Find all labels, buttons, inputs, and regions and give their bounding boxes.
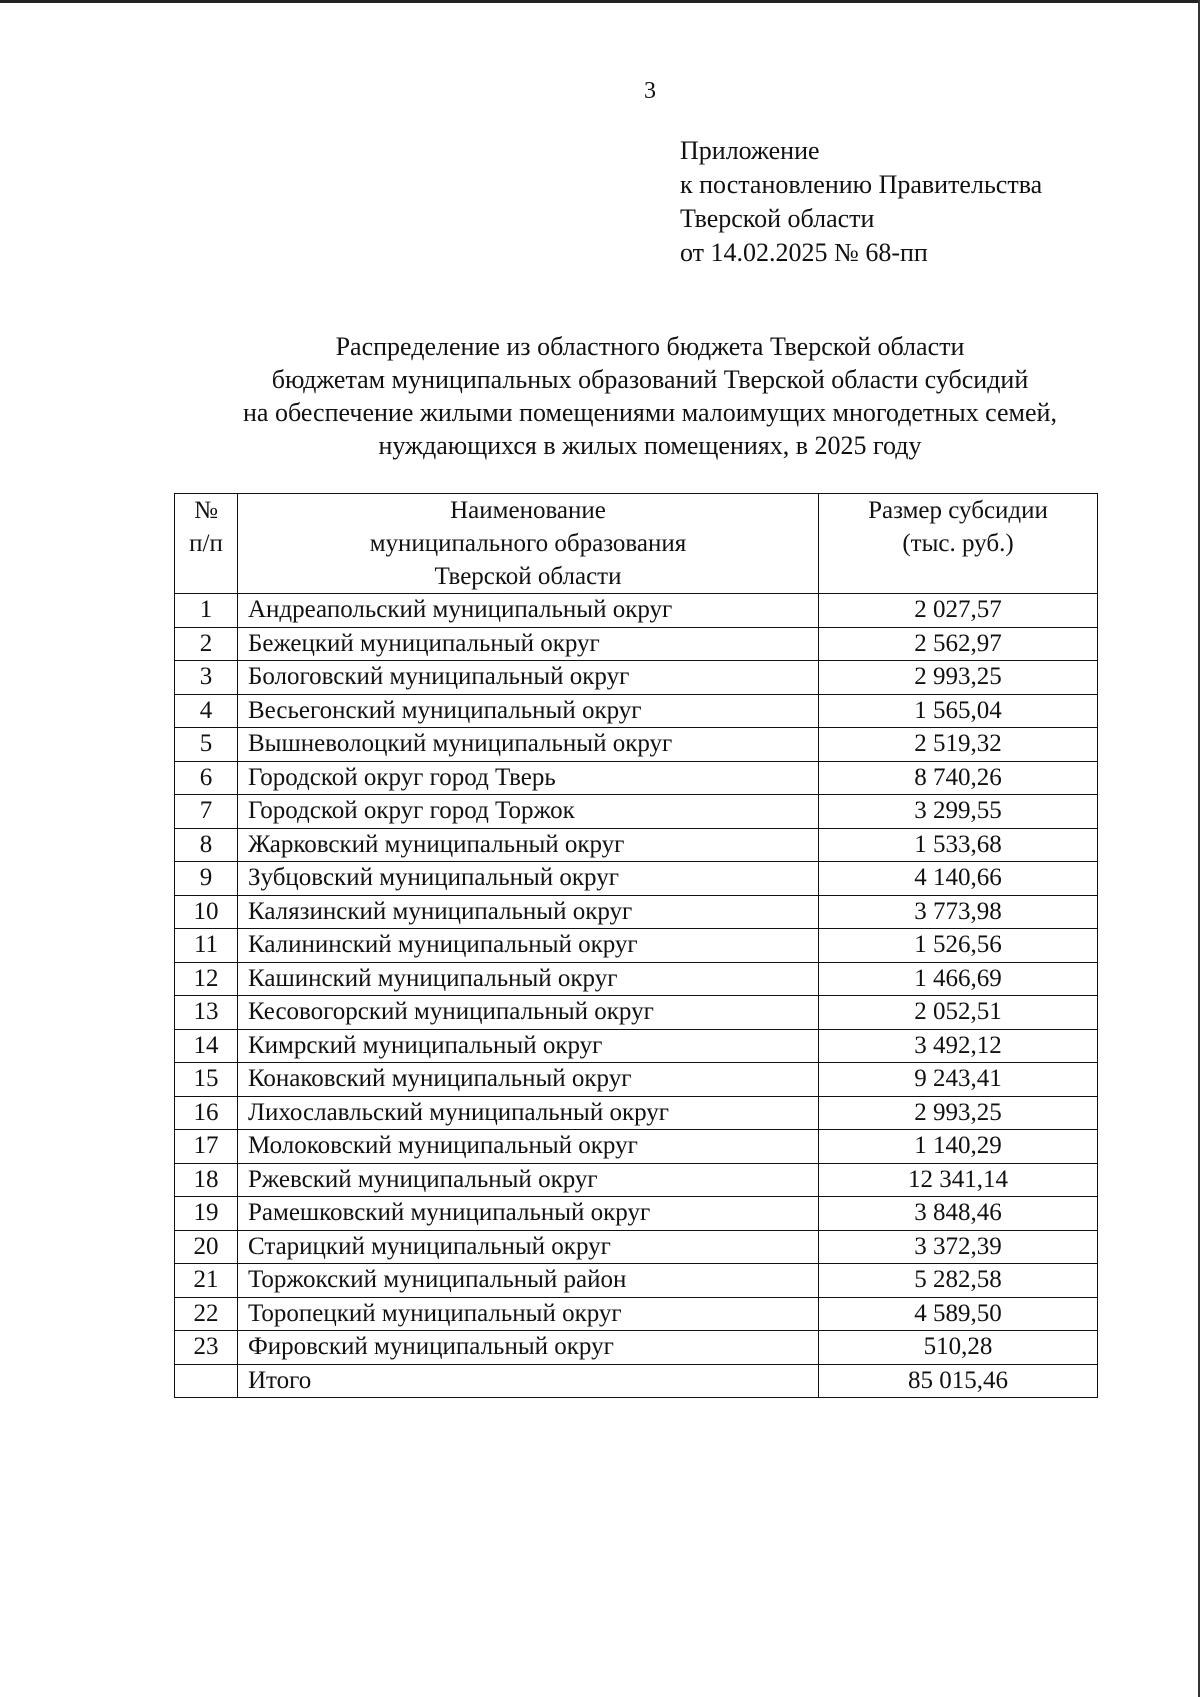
row-amount: 2 993,25 [819, 1096, 1098, 1130]
row-name: Бежецкий муниципальный округ [238, 627, 819, 661]
row-name: Фировский муниципальный округ [238, 1331, 819, 1365]
row-number: 20 [175, 1230, 238, 1264]
row-name: Жарковский муниципальный округ [238, 828, 819, 862]
table-row [175, 1264, 1098, 1298]
table-row [175, 828, 1098, 862]
row-number: 13 [175, 996, 238, 1030]
row-amount: 2 562,97 [819, 627, 1098, 661]
row-number: 12 [175, 962, 238, 996]
table-row [175, 1163, 1098, 1197]
row-name: Вышневолоцкий муниципальный округ [238, 728, 819, 762]
table-row [175, 929, 1098, 963]
row-name: Городской округ город Тверь [238, 761, 819, 795]
table-row [175, 694, 1098, 728]
row-name: Конаковский муниципальный округ [238, 1063, 819, 1097]
appendix-line: к постановлению Правительства [680, 170, 1043, 199]
table-row [175, 761, 1098, 795]
table-row [175, 1297, 1098, 1331]
appendix-line: Тверской области [680, 204, 875, 233]
row-name: Калининский муниципальный округ [238, 929, 819, 963]
row-name: Калязинский муниципальный округ [238, 895, 819, 929]
row-amount: 5 282,58 [819, 1264, 1098, 1298]
row-name: Торопецкий муниципальный округ [238, 1297, 819, 1331]
row-number: 19 [175, 1197, 238, 1231]
row-number: 8 [175, 828, 238, 862]
row-number: 3 [175, 661, 238, 695]
row-number: 9 [175, 862, 238, 896]
table-row [175, 1029, 1098, 1063]
table-row [175, 1063, 1098, 1097]
row-number: 10 [175, 895, 238, 929]
title-line: бюджетам муниципальных образований Тверской области субсидий [271, 365, 1029, 394]
row-number: 16 [175, 1096, 238, 1130]
row-number: 5 [175, 728, 238, 762]
table-row [175, 728, 1098, 762]
row-amount: 2 027,57 [819, 594, 1098, 628]
header-amount: Размер субсидии (тыс. руб.) [819, 494, 1098, 594]
table-header-row [175, 494, 1098, 594]
table-row [175, 661, 1098, 695]
subsidy-table [174, 493, 1098, 1398]
row-number: 22 [175, 1297, 238, 1331]
table-row [175, 1197, 1098, 1231]
row-amount: 3 492,12 [819, 1029, 1098, 1063]
row-amount: 3 773,98 [819, 895, 1098, 929]
row-amount: 510,28 [819, 1331, 1098, 1365]
table-total-row [175, 1364, 1098, 1398]
row-name: Зубцовский муниципальный округ [238, 862, 819, 896]
row-number: 21 [175, 1264, 238, 1298]
title-line: на обеспечение жилыми помещениями малоимущих многодетных семей, [243, 398, 1057, 427]
title-line: Распределение из областного бюджета Тверской области [335, 332, 965, 361]
appendix-block [680, 134, 1042, 270]
row-amount: 4 140,66 [819, 862, 1098, 896]
row-number: 15 [175, 1063, 238, 1097]
row-name: Торжокский муниципальный район [238, 1264, 819, 1298]
row-name: Андреапольский муниципальный округ [238, 594, 819, 628]
table-row [175, 627, 1098, 661]
row-amount: 3 299,55 [819, 795, 1098, 829]
row-number: 18 [175, 1163, 238, 1197]
row-name: Кашинский муниципальный округ [238, 962, 819, 996]
table-row [175, 1096, 1098, 1130]
row-amount: 9 243,41 [819, 1063, 1098, 1097]
row-number: 4 [175, 694, 238, 728]
row-amount: 85 015,46 [819, 1364, 1098, 1398]
row-number: 7 [175, 795, 238, 829]
title-line: нуждающихся в жилых помещениях, в 2025 году [378, 431, 922, 460]
table-row [175, 1230, 1098, 1264]
table-body [175, 594, 1098, 1398]
row-name: Городской округ город Торжок [238, 795, 819, 829]
table-row [175, 1130, 1098, 1164]
row-amount: 1 140,29 [819, 1130, 1098, 1164]
table-row [175, 594, 1098, 628]
table-row [175, 962, 1098, 996]
row-amount: 4 589,50 [819, 1297, 1098, 1331]
table-row [175, 895, 1098, 929]
row-name: Рамешковский муниципальный округ [238, 1197, 819, 1231]
row-amount: 2 052,51 [819, 996, 1098, 1030]
row-amount: 1 565,04 [819, 694, 1098, 728]
row-name: Бологовский муниципальный округ [238, 661, 819, 695]
row-amount: 12 341,14 [819, 1163, 1098, 1197]
row-name: Весьегонский муниципальный округ [238, 694, 819, 728]
page-number: 3 [644, 78, 656, 104]
row-name: Старицкий муниципальный округ [238, 1230, 819, 1264]
row-number: 14 [175, 1029, 238, 1063]
row-amount: 2 519,32 [819, 728, 1098, 762]
header-num: № п/п [175, 494, 238, 594]
row-name: Итого [238, 1364, 819, 1398]
row-name: Кесовогорский муниципальный округ [238, 996, 819, 1030]
row-amount: 8 740,26 [819, 761, 1098, 795]
table-row [175, 996, 1098, 1030]
row-name: Лихославльский муниципальный округ [238, 1096, 819, 1130]
row-number: 23 [175, 1331, 238, 1365]
row-number: 1 [175, 594, 238, 628]
header-name: Наименование муниципального образования Тверской области [238, 494, 819, 594]
row-name: Кимрский муниципальный округ [238, 1029, 819, 1063]
appendix-line: Приложение [680, 136, 820, 165]
row-number: 11 [175, 929, 238, 963]
appendix-line: от 14.02.2025 № 68-пп [680, 238, 928, 267]
row-amount: 3 848,46 [819, 1197, 1098, 1231]
row-number [175, 1364, 238, 1398]
row-amount: 3 372,39 [819, 1230, 1098, 1264]
row-amount: 1 466,69 [819, 962, 1098, 996]
row-name: Молоковский муниципальный округ [238, 1130, 819, 1164]
row-amount: 1 526,56 [819, 929, 1098, 963]
page-border-top [0, 0, 1200, 3]
row-number: 17 [175, 1130, 238, 1164]
row-name: Ржевский муниципальный округ [238, 1163, 819, 1197]
table-row [175, 1331, 1098, 1365]
table-row [175, 862, 1098, 896]
row-number: 6 [175, 761, 238, 795]
row-amount: 2 993,25 [819, 661, 1098, 695]
row-amount: 1 533,68 [819, 828, 1098, 862]
table-row [175, 795, 1098, 829]
row-number: 2 [175, 627, 238, 661]
document-title [150, 330, 1150, 462]
